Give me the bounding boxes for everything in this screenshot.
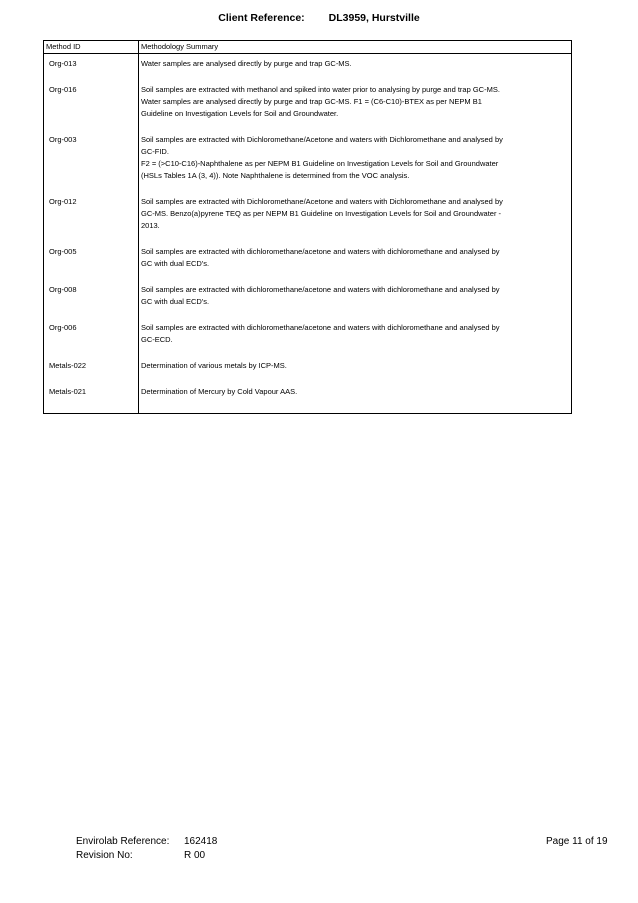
summary-line: Guideline on Investigation Levels for Soil and Groundwater.	[141, 109, 339, 118]
methodology-summary-cell	[139, 386, 572, 414]
summary-line: Soil samples are extracted with dichloromethane/acetone and waters with dichloromethane and analysed by	[141, 247, 500, 256]
page-header	[0, 12, 638, 24]
method-id-cell: Org-005	[44, 246, 139, 284]
envirolab-reference-value: 162418	[184, 836, 218, 847]
envirolab-reference-label: Envirolab Reference:	[76, 836, 170, 847]
footer-references	[76, 836, 217, 864]
methodology-summary-cell	[139, 58, 572, 84]
column-header-methodology-summary: Methodology Summary	[139, 41, 572, 54]
summary-line: Soil samples are extracted with dichloromethane/acetone and waters with dichloromethane and analysed by	[141, 285, 500, 294]
methodology-summary-cell	[139, 284, 572, 322]
column-header-method-id: Method ID	[44, 41, 139, 54]
table-row	[44, 84, 572, 134]
methodology-summary-cell	[139, 84, 572, 134]
summary-line: Soil samples are extracted with dichloromethane/acetone and waters with dichloromethane and analysed by	[141, 323, 500, 332]
method-id-cell: Org-006	[44, 322, 139, 360]
table-row	[44, 58, 572, 84]
method-id-cell: Org-008	[44, 284, 139, 322]
client-reference-value: DL3959, Hurstville	[328, 12, 420, 24]
table-row	[44, 386, 572, 414]
summary-line: Water samples are analysed directly by purge and trap GC-MS.	[141, 59, 352, 68]
table-row	[44, 246, 572, 284]
method-id-cell: Org-013	[44, 58, 139, 84]
methodology-summary-cell	[139, 246, 572, 284]
summary-line: GC-ECD.	[141, 335, 173, 344]
table-body	[44, 54, 572, 414]
table-row	[44, 134, 572, 196]
summary-line: GC-FID.	[141, 147, 169, 156]
methodology-summary-cell	[139, 196, 572, 246]
summary-line: GC-MS. Benzo(a)pyrene TEQ as per NEPM B1 Guideline on Investigation Levels for Soil and Groundwater -	[141, 209, 502, 218]
summary-line: GC with dual ECD's.	[141, 259, 210, 268]
method-id-cell: Org-016	[44, 84, 139, 134]
method-id-cell: Org-012	[44, 196, 139, 246]
methodology-table	[43, 40, 572, 414]
methodology-summary-cell	[139, 134, 572, 196]
table-row	[44, 322, 572, 360]
table-row	[44, 284, 572, 322]
summary-line: GC with dual ECD's.	[141, 297, 210, 306]
page-number: Page 11 of 19	[546, 836, 608, 847]
summary-line: (HSLs Tables 1A (3, 4)). Note Naphthalene is determined from the VOC analysis.	[141, 171, 410, 180]
table-row	[44, 196, 572, 246]
revision-label: Revision No:	[76, 850, 133, 861]
summary-line: Soil samples are extracted with Dichloromethane/Acetone and waters with Dichloromethane and analysed by	[141, 197, 503, 206]
summary-line: Soil samples are extracted with methanol and spiked into water prior to analysing by purge and trap GC-MS.	[141, 85, 500, 94]
method-id-cell: Metals-022	[44, 360, 139, 386]
method-id-cell: Metals-021	[44, 386, 139, 414]
summary-line: Determination of various metals by ICP-MS.	[141, 361, 287, 370]
table-header-row	[44, 41, 572, 54]
summary-line: Soil samples are extracted with Dichloromethane/Acetone and waters with Dichloromethane and analysed by	[141, 135, 503, 144]
revision-value: R 00	[184, 850, 206, 861]
methodology-summary-cell	[139, 360, 572, 386]
summary-line: F2 = (>C10-C16)-Naphthalene as per NEPM B1 Guideline on Investigation Levels for Soil and Groundwater	[141, 159, 499, 168]
summary-line: Determination of Mercury by Cold Vapour AAS.	[141, 387, 298, 396]
methodology-summary-cell	[139, 322, 572, 360]
summary-line: Water samples are analysed directly by purge and trap GC-MS. F1 = (C6-C10)-BTEX as per NEPM B1	[141, 97, 482, 106]
summary-line: 2013.	[141, 221, 160, 230]
method-id-cell: Org-003	[44, 134, 139, 196]
table-row	[44, 360, 572, 386]
client-reference-label: Client Reference:	[218, 12, 305, 24]
